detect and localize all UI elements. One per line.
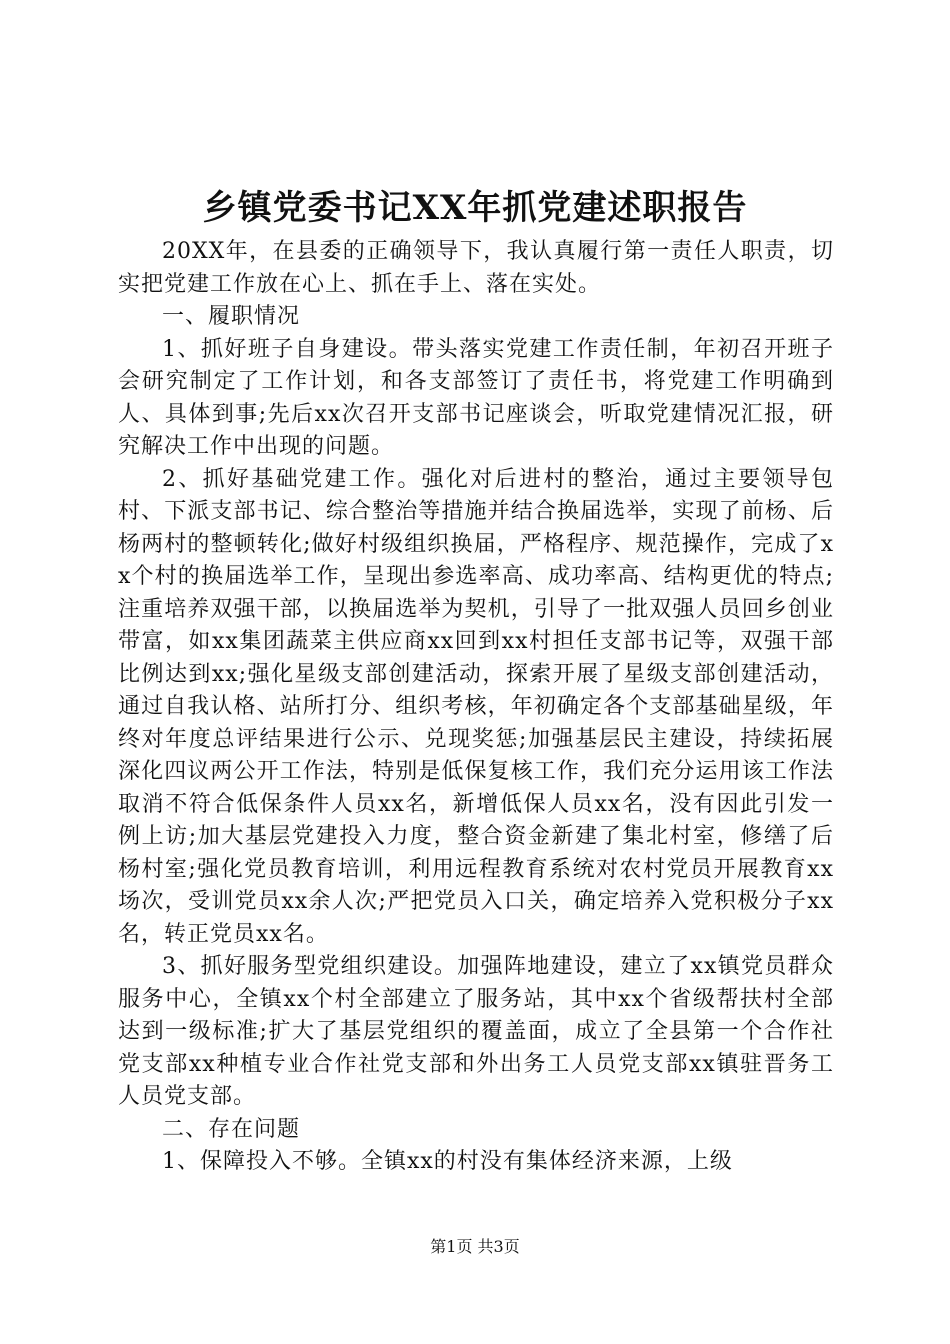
paragraph-insufficient-investment: 1、保障投入不够。全镇xx的村没有集体经济来源，上级 [162,1149,733,1174]
document-title: 乡镇党委书记XX年抓党建述职报告 [202,188,748,228]
page-footer: 第1页 共3页 [430,1237,520,1256]
paragraph-service-organization: 3、抓好服务型党组织建设。加强阵地建设，建立了xx镇党员群众服务中心，全镇xx个村全部建立了服务站，其中xx个省级帮扶村全部达到一级标准;扩大了基层党组织的覆盖面，成立了全县第一个合作社党支部xx种植专业合作社党支部和外出务工人员党支部xx镇驻晋务工人员党支部。 [118,954,834,1109]
paragraph-basic-party-work: 2、抓好基础党建工作。强化对后进村的整治，通过主要领导包村、下派支部书记、综合整治等措施并结合换届选举，实现了前杨、后杨两村的整顿转化;做好村级组织换届，严格程序、规范操作，完成了xx个村的换届选举工作，呈现出参选率高、成功率高、结构更优的特点;注重培养双强干部，以换届选举为契机，引导了一批双强人员回乡创业带富，如xx集团蔬菜主供应商xx回到xx村担任支部书记等，双强干部比例达到xx;强化星级支部创建活动，探索开展了星级支部创建活动，通过自我认格、站所打分、组织考核，年初确定各个支部基础星级，年终对年度总评结果进行公示、兑现奖惩;加强基层民主建设，持续拓展深化四议两公开工作法，特别是低保复核工作，我们充分运用该工作法取消不符合低保条件人员xx名，新增低保人员xx名，没有因此引发一例上访;加大基层党建投入力度，整合资金新建了集北村室，修缮了后杨村室;强化党员教育培训，利用远程教育系统对农村党员开展教育xx场次，受训党员xx余人次;严把党员入口关，确定培养入党积极分子xx名，转正党员xx名。 [118,466,834,947]
document-body [118,236,834,1179]
section-heading-duties: 一、履职情况 [162,304,301,329]
paragraph-leadership-team: 1、抓好班子自身建设。带头落实党建工作责任制，年初召开班子会研究制定了工作计划，和各支部签订了责任书，将党建工作明确到人、具体到事;先后xx次召开支部书记座谈会，听取党建情况汇报，研究解决工作中出现的问题。 [118,336,834,459]
section-heading-problems: 二、存在问题 [162,1116,301,1142]
intro-paragraph: 20XX年，在县委的正确领导下，我认真履行第一责任人职责，切实把党建工作放在心上、抓在手上、落在实处。 [118,239,834,297]
